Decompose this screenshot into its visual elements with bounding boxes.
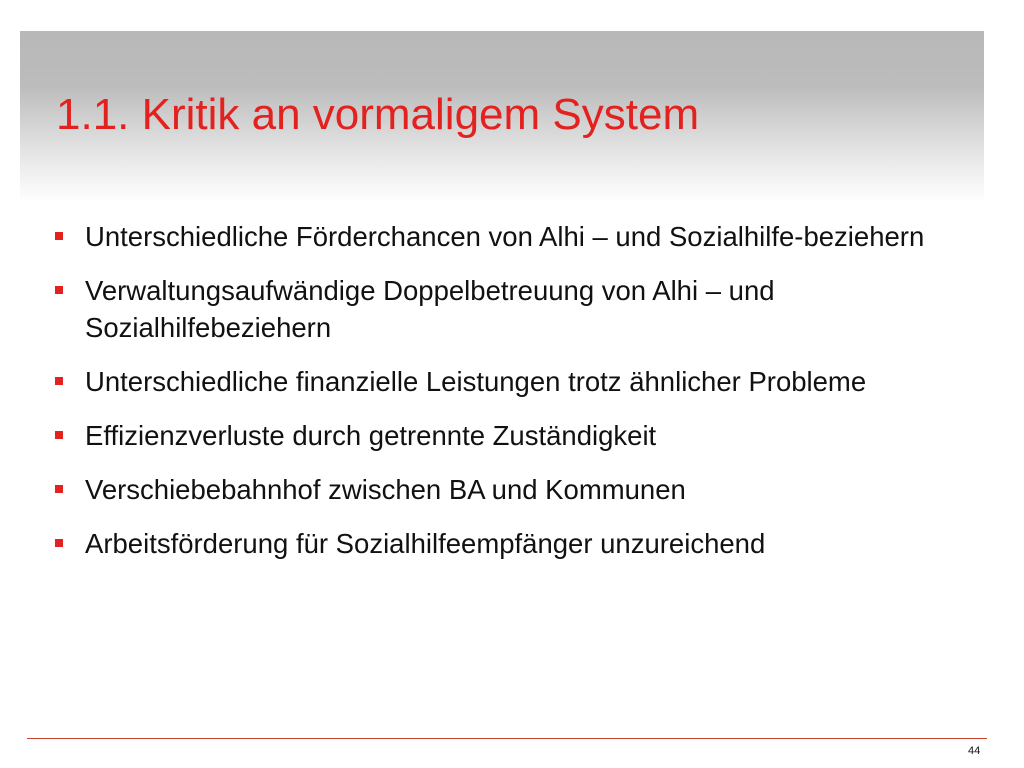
page-number: 44 [968,745,981,757]
square-bullet-icon [55,377,63,385]
bullet-text: Verschiebebahnhof zwischen BA und Kommunen [85,474,686,505]
bullet-item [50,218,990,255]
bullet-text: Unterschiedliche Förderchancen von Alhi – und Sozialhilfe-beziehern [85,221,925,252]
square-bullet-icon [55,539,63,547]
square-bullet-icon [55,286,63,294]
bullet-text: Unterschiedliche finanzielle Leistungen trotz ähnlicher Probleme [85,366,867,397]
bullet-text: Effizienzverluste durch getrennte Zuständigkeit [85,420,657,451]
bullet-item [50,272,990,346]
bullet-text: Arbeitsförderung für Sozialhilfeempfänger unzureichend [85,528,766,559]
square-bullet-icon [55,232,63,240]
square-bullet-icon [55,485,63,493]
slide-title: 1.1. Kritik an vormaligem System [56,90,700,139]
footer-divider [27,738,987,739]
bullet-item [50,363,990,400]
bullet-item [50,525,990,562]
bullet-text: Verwaltungsaufwändige Doppelbetreuung von Alhi – und Sozialhilfebeziehern [85,275,775,343]
bullet-item [50,471,990,508]
square-bullet-icon [55,431,63,439]
bullet-list [50,218,990,579]
footer-mark: · [36,733,39,743]
bullet-item [50,417,990,454]
